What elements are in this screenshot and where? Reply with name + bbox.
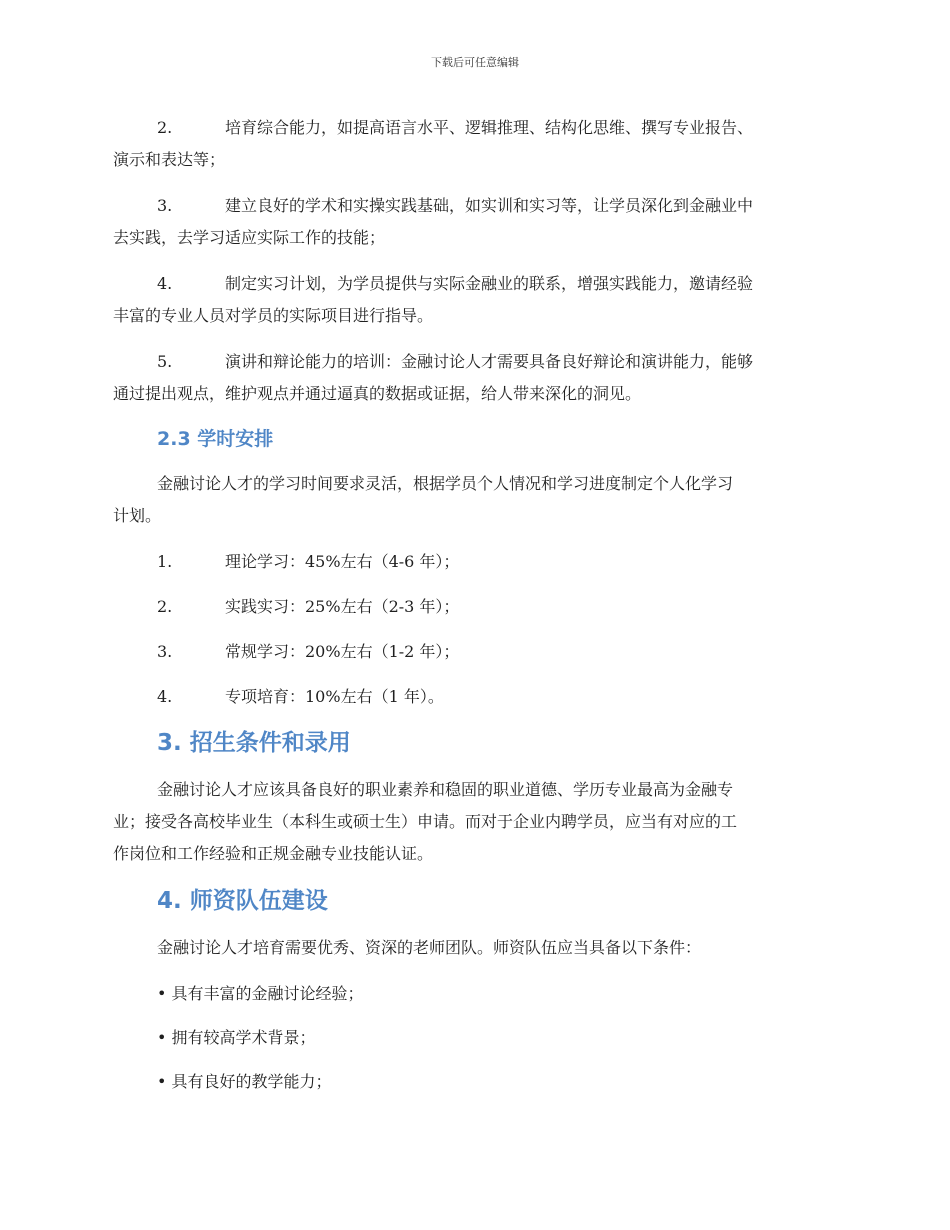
section-2-3-paragraph bbox=[113, 468, 840, 532]
list-text: 理论学习：45%左右（4-6 年）； bbox=[225, 552, 460, 571]
list-text: 制定实习计划，为学员提供与实际金融业的联系，增强实践能力，邀请经验 bbox=[225, 274, 754, 293]
document-body bbox=[113, 112, 840, 1110]
list-text-cont: 通过提出观点，维护观点并通过逼真的数据或证据，给人带来深化的洞见。 bbox=[113, 384, 642, 403]
paragraph-line: 作岗位和工作经验和正规金融专业技能认证。 bbox=[113, 844, 434, 863]
objectives-list bbox=[113, 112, 840, 410]
list-text-cont: 丰富的专业人员对学员的实际项目进行指导。 bbox=[113, 306, 434, 325]
list-item bbox=[113, 112, 840, 176]
list-item bbox=[113, 268, 840, 332]
list-text: 培育综合能力，如提高语言水平、逻辑推理、结构化思维、撰写专业报告、 bbox=[225, 118, 754, 137]
list-text-cont: 演示和表达等； bbox=[113, 150, 226, 169]
list-item bbox=[113, 346, 840, 410]
section-3-paragraph bbox=[113, 774, 840, 870]
list-number: 3. bbox=[157, 196, 173, 215]
list-number: 5. bbox=[157, 352, 173, 371]
section-heading-4: 4. 师资队伍建设 bbox=[157, 888, 328, 914]
list-number: 1. bbox=[157, 552, 173, 571]
list-text: 演讲和辩论能力的培训：金融讨论人才需要具备良好辩论和演讲能力，能够 bbox=[225, 352, 754, 371]
section-heading-3: 3. 招生条件和录用 bbox=[157, 730, 351, 756]
list-text: 建立良好的学术和实操实践基础，如实训和实习等，让学员深化到金融业中 bbox=[225, 196, 754, 215]
list-number: 3. bbox=[157, 642, 173, 661]
paragraph-line: 金融讨论人才的学习时间要求灵活，根据学员个人情况和学习进度制定个人化学习 bbox=[157, 474, 734, 493]
list-text: 实践实习：25%左右（2-3 年）； bbox=[225, 597, 460, 616]
list-text-cont: 去实践，去学习适应实际工作的技能； bbox=[113, 228, 386, 247]
page-header: 下载后可任意编辑 bbox=[431, 56, 519, 69]
list-item bbox=[113, 546, 840, 578]
list-item bbox=[113, 636, 840, 668]
bullet-item: • 拥有较高学术背景； bbox=[157, 1028, 316, 1047]
paragraph-line: 业；接受各高校毕业生（本科生或硕士生）申请。而对于企业内聘学员，应当有对应的工 bbox=[113, 812, 738, 831]
section-heading-2-3: 2.3 学时安排 bbox=[157, 428, 274, 450]
section-4-intro: 金融讨论人才培育需要优秀、资深的老师团队。师资队伍应当具备以下条件： bbox=[157, 938, 702, 957]
list-number: 2. bbox=[157, 597, 173, 616]
study-hours-list bbox=[113, 546, 840, 713]
paragraph-line: 金融讨论人才应该具备良好的职业素养和稳固的职业道德、学历专业最高为金融专 bbox=[157, 780, 734, 799]
list-item bbox=[113, 190, 840, 254]
list-number: 4. bbox=[157, 687, 173, 706]
list-number: 2. bbox=[157, 118, 173, 137]
bullet-item: • 具有丰富的金融讨论经验； bbox=[157, 984, 364, 1003]
bullet-item: • 具有良好的教学能力； bbox=[157, 1072, 332, 1091]
paragraph-line: 计划。 bbox=[113, 506, 162, 525]
list-item bbox=[113, 681, 840, 713]
list-number: 4. bbox=[157, 274, 173, 293]
list-item bbox=[113, 591, 840, 623]
list-text: 常规学习：20%左右（1-2 年）； bbox=[225, 642, 460, 661]
list-text: 专项培育：10%左右（1 年）。 bbox=[225, 687, 444, 706]
